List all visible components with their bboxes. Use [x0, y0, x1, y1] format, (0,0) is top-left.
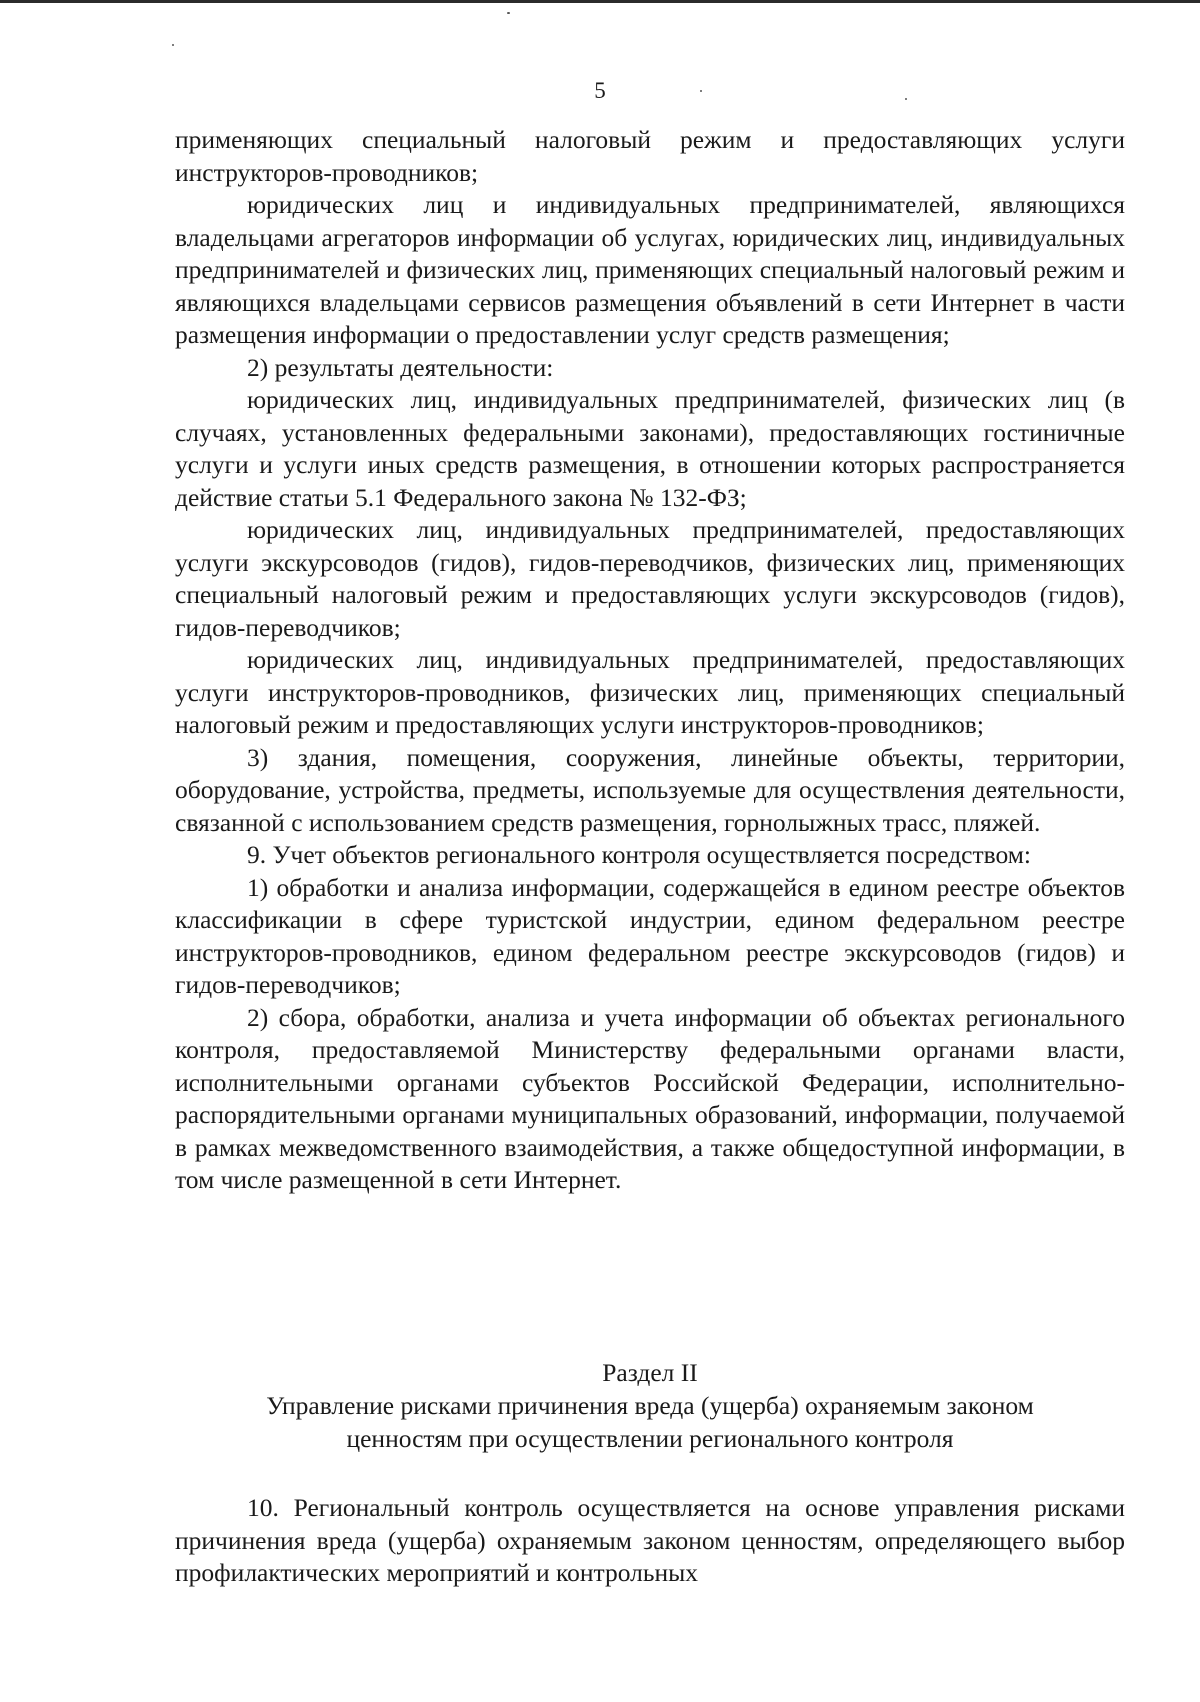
page-top-edge	[0, 0, 1200, 3]
section-label: Раздел II	[602, 1358, 698, 1387]
paragraph: 2) результаты деятельности:	[247, 352, 554, 382]
paragraph: юридических лиц и индивидуальных предпринимателей, являющихся владельцами агрегаторов информации об услугах, юридических лиц, индивидуальных предпринимателей и физических лиц, применяющих специальный налоговый режим и являющихся владельцами сервисов размещения объявлений в сети Интернет в части размещения информации о предоставлении услуг средств размещения;	[175, 190, 1125, 349]
scan-speck	[172, 44, 174, 46]
document-body	[175, 124, 1125, 1197]
paragraph: применяющих специальный налоговый режим и предоставляющих услуги инструкторов-проводников;	[175, 125, 1125, 187]
section-title: Управление рисками причинения вреда (ущерба) охраняемым законом ценностям при осуществлении регионального контроля	[266, 1391, 1034, 1453]
scan-speck	[507, 12, 510, 14]
page-number: 5	[594, 78, 606, 103]
paragraph: 2) сбора, обработки, анализа и учета информации об объектах регионального контроля, предоставляемой Министерству федеральными органами власти, исполнительными органами субъектов Российской Федерации, исполнительно-распорядительными органами муниципальных образований, информации, получаемой в рамках межведомственного взаимодействия, а также общедоступной информации, в том числе размещенной в сети Интернет.	[175, 1002, 1125, 1194]
paragraph: юридических лиц, индивидуальных предпринимателей, предоставляющих услуги инструкторов-проводников, физических лиц, применяющих специальный налоговый режим и предоставляющих услуги инструкторов-проводников;	[175, 645, 1125, 739]
paragraph: 10. Региональный контроль осуществляется на основе управления рисками причинения вреда (ущерба) охраняемым законом ценностям, определяющего выбор профилактических мероприятий и контрольных	[175, 1493, 1125, 1587]
paragraph: юридических лиц, индивидуальных предпринимателей, предоставляющих услуги экскурсоводов (гидов), гидов-переводчиков, физических лиц, применяющих специальный налоговый режим и предоставляющих услуги экскурсоводов (гидов), гидов-переводчиков;	[175, 515, 1125, 642]
paragraph: 3) здания, помещения, сооружения, линейные объекты, территории, оборудование, устройства, предметы, используемые для осуществления деятельности, связанной с использованием средств размещения, горнолыжных трасс, пляжей.	[175, 742, 1125, 837]
paragraph: 9. Учет объектов регионального контроля осуществляется посредством:	[247, 840, 1031, 869]
paragraph: юридических лиц, индивидуальных предпринимателей, физических лиц (в случаях, установленных федеральными законами), предоставляющих гостиничные услуги и услуги иных средств размещения, в отношении которых распространяется действие статьи 5.1 Федерального закона № 132-ФЗ;	[175, 385, 1125, 512]
paragraph: 1) обработки и анализа информации, содержащейся в едином реестре объектов классификации в сфере туристской индустрии, едином федеральном реестре инструкторов-проводников, едином федеральном реестре экскурсоводов (гидов) и гидов-переводчиков;	[175, 872, 1125, 999]
document-body-continued	[175, 1492, 1125, 1590]
